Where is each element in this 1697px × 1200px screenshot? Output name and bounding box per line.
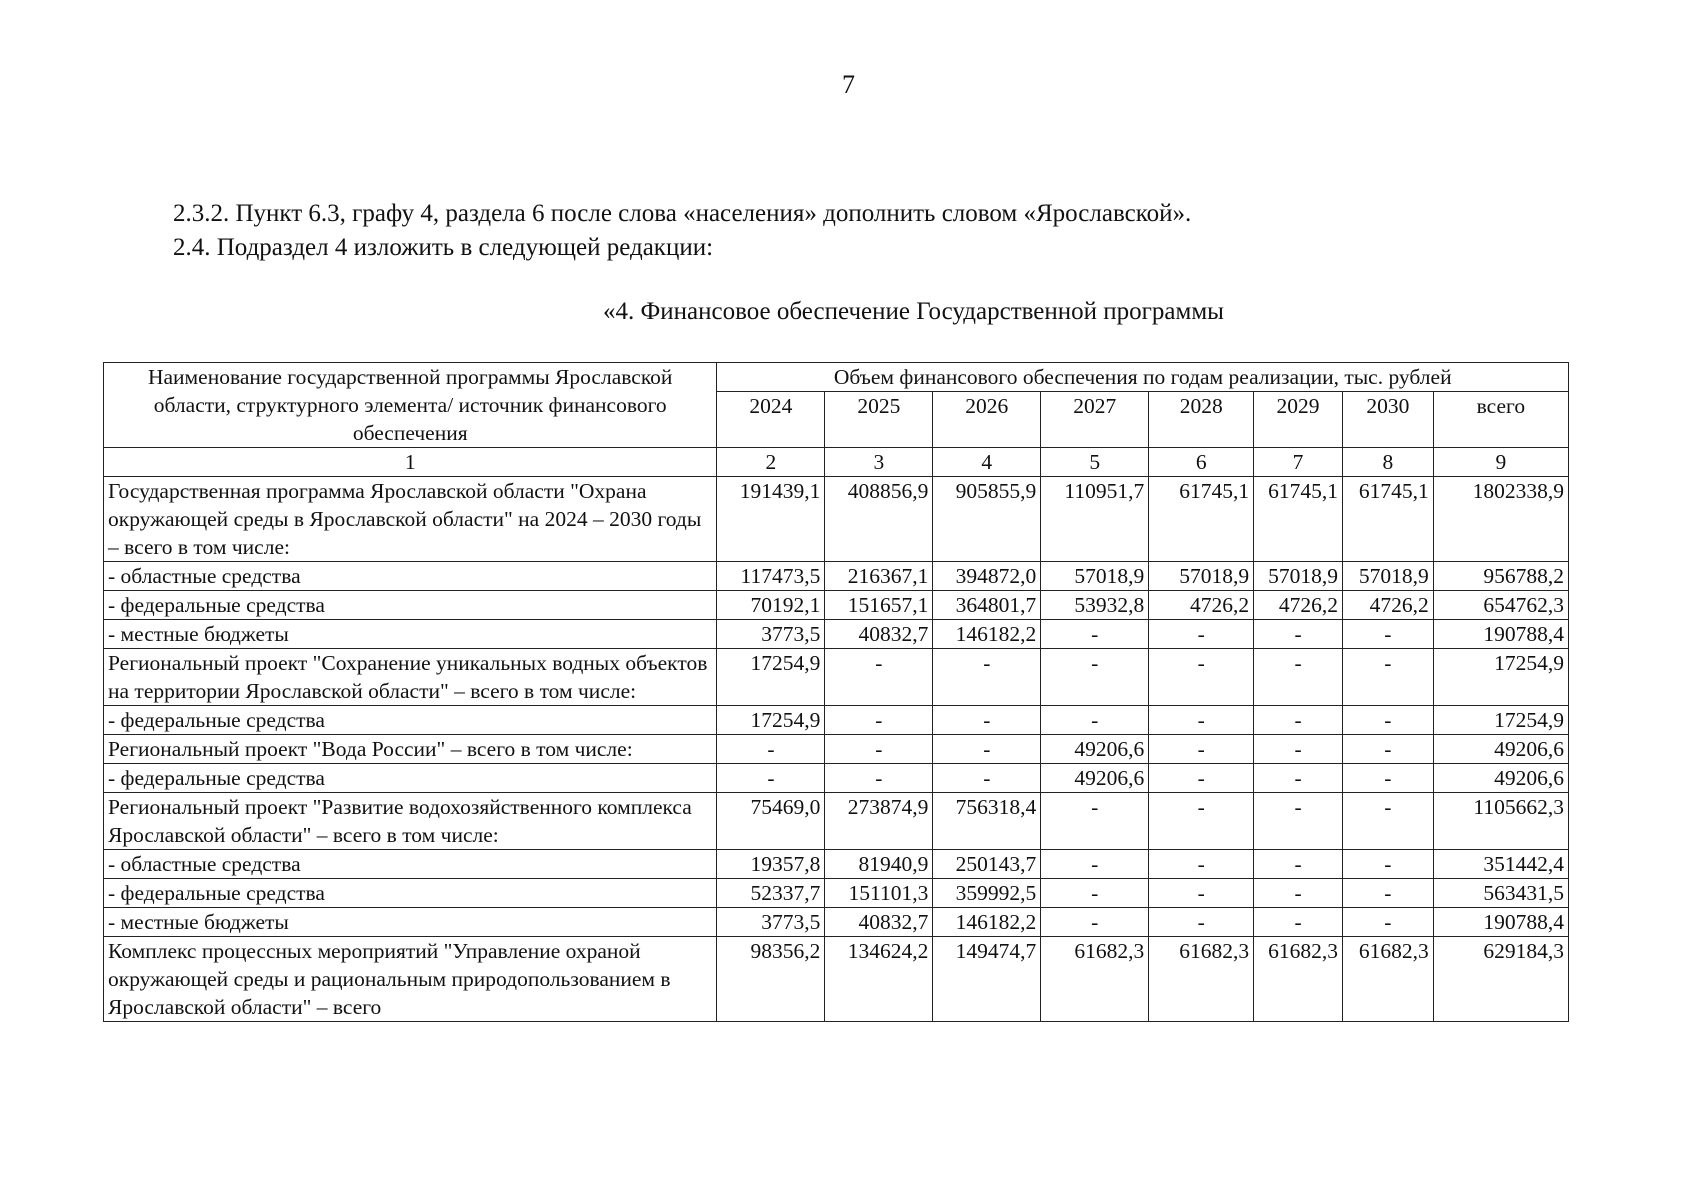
section-title: «4. Финансовое обеспечение Государственной программы (603, 298, 1224, 325)
row-value: - (1254, 706, 1343, 735)
table-row (104, 879, 1569, 908)
row-value: - (1254, 735, 1343, 764)
row-name: Региональный проект "Вода России" – всего в том числе: (104, 735, 717, 764)
row-value: - (1254, 764, 1343, 793)
row-value: 70192,1 (717, 591, 825, 620)
table-row (104, 908, 1569, 937)
year-header: 2026 (933, 392, 1041, 448)
row-value: - (1342, 649, 1433, 706)
row-total: 956788,2 (1433, 562, 1568, 591)
row-value: - (825, 735, 933, 764)
row-total: 563431,5 (1433, 879, 1568, 908)
column-number: 4 (933, 448, 1041, 477)
column-number-row (104, 448, 1569, 477)
row-value: - (825, 649, 933, 706)
row-value: 57018,9 (1149, 562, 1254, 591)
row-value: - (933, 735, 1041, 764)
row-name: - местные бюджеты (104, 908, 717, 937)
row-value: - (717, 735, 825, 764)
row-value: 151657,1 (825, 591, 933, 620)
row-value: 216367,1 (825, 562, 933, 591)
row-total: 17254,9 (1433, 649, 1568, 706)
row-value: 3773,5 (717, 908, 825, 937)
row-value: 61745,1 (1149, 477, 1254, 562)
row-total: 17254,9 (1433, 706, 1568, 735)
total-header: всего (1433, 392, 1568, 448)
row-value: 61682,3 (1149, 937, 1254, 1022)
year-header: 2024 (717, 392, 825, 448)
row-value: 191439,1 (717, 477, 825, 562)
year-header: 2025 (825, 392, 933, 448)
row-value: - (825, 764, 933, 793)
row-value: 98356,2 (717, 937, 825, 1022)
row-value: 408856,9 (825, 477, 933, 562)
row-name: Региональный проект "Сохранение уникальных водных объектов на территории Ярославской области" – всего в том числе: (104, 649, 717, 706)
row-value: 57018,9 (1041, 562, 1149, 591)
row-total: 190788,4 (1433, 908, 1568, 937)
column-number: 1 (104, 448, 717, 477)
row-name: - областные средства (104, 562, 717, 591)
row-value: - (1342, 793, 1433, 850)
row-total: 351442,4 (1433, 850, 1568, 879)
row-value: 149474,7 (933, 937, 1041, 1022)
row-value: - (1342, 908, 1433, 937)
row-value: 110951,7 (1041, 477, 1149, 562)
row-value: 4726,2 (1149, 591, 1254, 620)
row-total: 629184,3 (1433, 937, 1568, 1022)
row-value: - (1342, 706, 1433, 735)
row-value: - (1041, 793, 1149, 850)
financing-table (103, 362, 1569, 1022)
row-name: - федеральные средства (104, 706, 717, 735)
row-name: - федеральные средства (104, 879, 717, 908)
row-value: 4726,2 (1254, 591, 1343, 620)
page-number: 7 (842, 70, 855, 99)
row-value: 146182,2 (933, 908, 1041, 937)
row-value: - (1041, 850, 1149, 879)
row-name: Комплекс процессных мероприятий "Управление охраной окружающей среды и рациональным природопользованием в Ярославской области" – всего (104, 937, 717, 1022)
year-header: 2027 (1041, 392, 1149, 448)
row-value: - (1254, 793, 1343, 850)
row-value: 17254,9 (717, 649, 825, 706)
row-value: - (1149, 706, 1254, 735)
row-value: 394872,0 (933, 562, 1041, 591)
column-number: 2 (717, 448, 825, 477)
row-value: 134624,2 (825, 937, 933, 1022)
row-value: - (933, 764, 1041, 793)
row-value: 17254,9 (717, 706, 825, 735)
row-total: 1105662,3 (1433, 793, 1568, 850)
row-value: - (933, 706, 1041, 735)
row-value: - (1342, 620, 1433, 649)
row-value: - (933, 649, 1041, 706)
row-value: 3773,5 (717, 620, 825, 649)
row-value: - (1254, 850, 1343, 879)
row-value: - (1342, 764, 1433, 793)
column-number: 8 (1342, 448, 1433, 477)
table-row (104, 620, 1569, 649)
row-name: - областные средства (104, 850, 717, 879)
row-value: 151101,3 (825, 879, 933, 908)
row-value: - (1149, 764, 1254, 793)
row-value: - (1149, 908, 1254, 937)
column-number: 3 (825, 448, 933, 477)
row-name: - федеральные средства (104, 764, 717, 793)
row-value: 117473,5 (717, 562, 825, 591)
row-total: 1802338,9 (1433, 477, 1568, 562)
row-total: 49206,6 (1433, 764, 1568, 793)
row-value: 52337,7 (717, 879, 825, 908)
year-header: 2028 (1149, 392, 1254, 448)
table-row (104, 764, 1569, 793)
row-value: - (1342, 735, 1433, 764)
row-value: 905855,9 (933, 477, 1041, 562)
row-value: 756318,4 (933, 793, 1041, 850)
table-row (104, 937, 1569, 1022)
row-value: 273874,9 (825, 793, 933, 850)
row-value: - (1041, 879, 1149, 908)
row-value: - (1254, 620, 1343, 649)
row-value: - (1149, 620, 1254, 649)
row-value: - (1149, 649, 1254, 706)
column-number: 6 (1149, 448, 1254, 477)
row-value: - (1149, 735, 1254, 764)
row-value: 61682,3 (1342, 937, 1433, 1022)
row-total: 654762,3 (1433, 591, 1568, 620)
row-value: 4726,2 (1342, 591, 1433, 620)
paragraph-amendment-2-3-2: 2.3.2. Пункт 6.3, графу 4, раздела 6 после слова «населения» дополнить словом «Ярославской». (173, 200, 1192, 227)
row-value: 53932,8 (1041, 591, 1149, 620)
row-value: 75469,0 (717, 793, 825, 850)
row-value: - (1254, 879, 1343, 908)
row-value: - (1342, 850, 1433, 879)
row-value: 57018,9 (1254, 562, 1343, 591)
row-value: - (1254, 649, 1343, 706)
row-value: - (825, 706, 933, 735)
row-value: - (717, 764, 825, 793)
table-row (104, 735, 1569, 764)
row-value: 40832,7 (825, 620, 933, 649)
column-number: 7 (1254, 448, 1343, 477)
table-row (104, 591, 1569, 620)
table-row (104, 562, 1569, 591)
row-value: - (1149, 793, 1254, 850)
row-value: - (1149, 850, 1254, 879)
row-name: - федеральные средства (104, 591, 717, 620)
row-name: - местные бюджеты (104, 620, 717, 649)
row-value: 359992,5 (933, 879, 1041, 908)
table-row (104, 850, 1569, 879)
row-value: 146182,2 (933, 620, 1041, 649)
table-row (104, 793, 1569, 850)
row-value: - (1342, 879, 1433, 908)
year-header: 2029 (1254, 392, 1343, 448)
column-number: 9 (1433, 448, 1568, 477)
row-value: 61745,1 (1342, 477, 1433, 562)
name-column-header: Наименование государственной программы Ярославской области, структурного элемента/ источник финансового обеспечения (104, 363, 717, 448)
row-name: Государственная программа Ярославской области "Охрана окружающей среды в Ярославской области" на 2024 – 2030 годы – всего в том числе: (104, 477, 717, 562)
row-value: 40832,7 (825, 908, 933, 937)
row-value: - (1041, 620, 1149, 649)
table-row (104, 477, 1569, 562)
volume-header: Объем финансового обеспечения по годам реализации, тыс. рублей (717, 363, 1569, 392)
row-value: - (1149, 879, 1254, 908)
row-value: 57018,9 (1342, 562, 1433, 591)
table-row (104, 649, 1569, 706)
row-value: 250143,7 (933, 850, 1041, 879)
table-row (104, 706, 1569, 735)
row-value: 61745,1 (1254, 477, 1343, 562)
row-value: - (1041, 706, 1149, 735)
paragraph-amendment-2-4: 2.4. Подраздел 4 изложить в следующей редакции: (173, 234, 714, 261)
header-row-top (104, 363, 1569, 392)
row-value: 49206,6 (1041, 764, 1149, 793)
row-value: - (1041, 908, 1149, 937)
column-number: 5 (1041, 448, 1149, 477)
year-header: 2030 (1342, 392, 1433, 448)
row-value: 61682,3 (1041, 937, 1149, 1022)
row-total: 190788,4 (1433, 620, 1568, 649)
row-value: 19357,8 (717, 850, 825, 879)
row-value: - (1254, 908, 1343, 937)
row-value: 81940,9 (825, 850, 933, 879)
row-value: 61682,3 (1254, 937, 1343, 1022)
row-total: 49206,6 (1433, 735, 1568, 764)
row-value: - (1041, 649, 1149, 706)
row-value: 364801,7 (933, 591, 1041, 620)
row-name: Региональный проект "Развитие водохозяйственного комплекса Ярославской области" – всего в том числе: (104, 793, 717, 850)
row-value: 49206,6 (1041, 735, 1149, 764)
